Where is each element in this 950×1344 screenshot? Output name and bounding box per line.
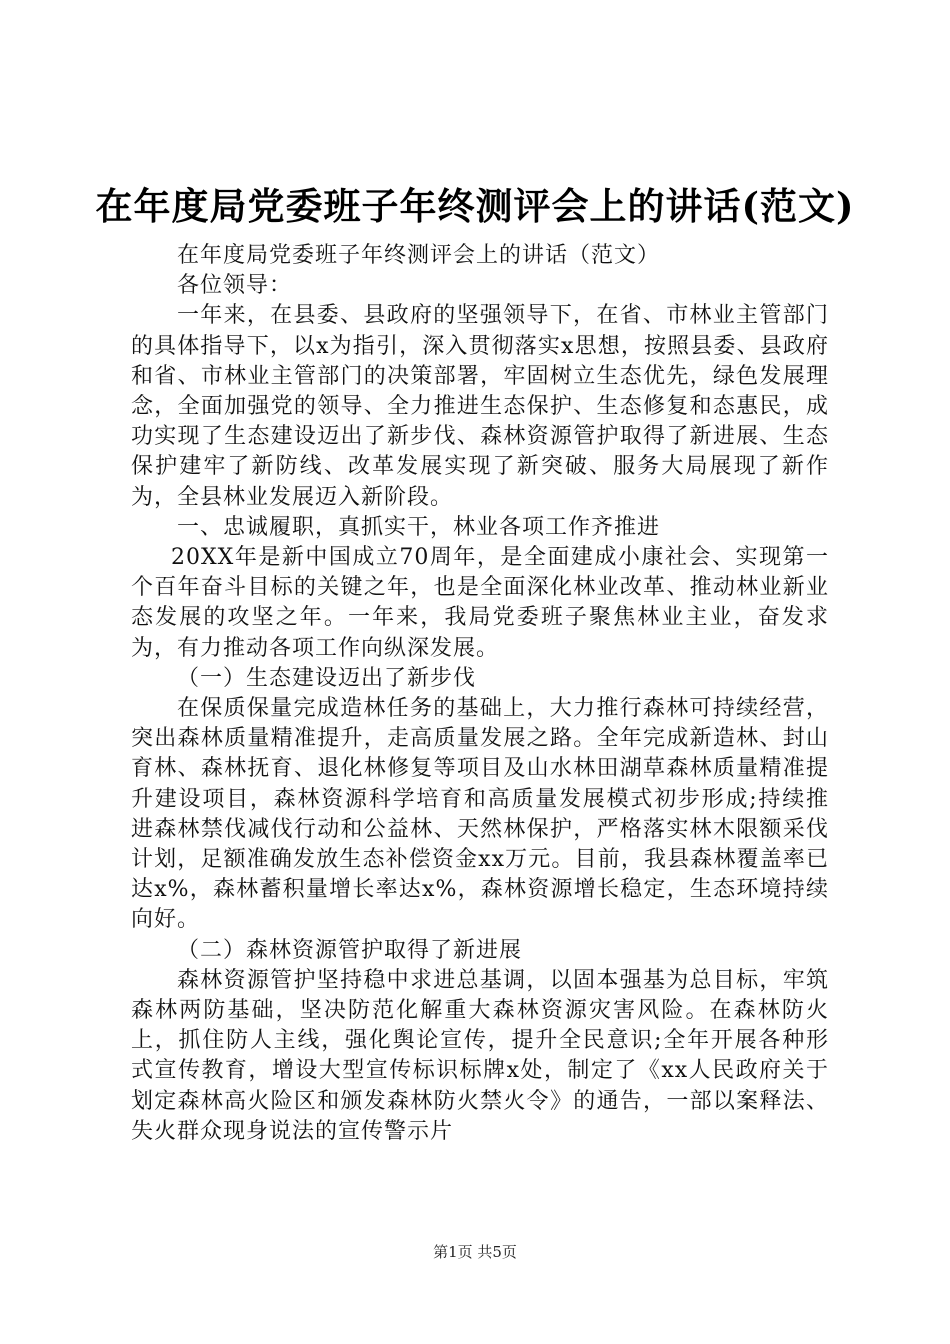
document-title: 在年度局党委班子年终测评会上的讲话(范文) [95,184,855,228]
body-paragraph: 在保质保量完成造林任务的基础上，大力推行森林可持续经营，突出森林质量精准提升，走高质量发展之路。全年完成新造林、封山育林、森林抚育、退化林修复等项目及山水林田湖草森林质量精准提升建设项目，森林资源科学培育和高质量发展模式初步形成;持续推进森林禁伐减伐行动和公益林、天然林保护，严格落实林木限额采伐计划，足额准确发放生态补偿资金xx万元。目前，我县森林覆盖率已达x%，森林蓄积量增长率达x%，森林资源增长稳定，生态环境持续向好。 [131,696,829,933]
page-number-footer: 第1页 共5页 [433,1243,517,1261]
section-heading: 一、忠诚履职，真抓实干，林业各项工作齐推进 [177,514,661,540]
salutation-paragraph: 各位领导： [177,273,293,299]
subsection-heading: （二）森林资源管护取得了新进展 [177,937,523,963]
intro-paragraph: 一年来，在县委、县政府的坚强领导下，在省、市林业主管部门的具体指导下，以x为指引，深入贯彻落实x思想，按照县委、县政府和省、市林业主管部门的决策部署，牢固树立生态优先，绿色发展理念，全面加强党的领导、全力推进生态保护、生态修复和态惠民，成功实现了生态建设迈出了新步伐、森林资源管护取得了新进展、生态保护建牢了新防线、改革发展实现了新突破、服务大局展现了新作为，全县林业发展迈入新阶段。 [131,303,829,510]
document-body [131,241,829,1147]
subtitle-paragraph: 在年度局党委班子年终测评会上的讲话（范文） [177,243,661,268]
body-paragraph: 森林资源管护坚持稳中求进总基调，以固本强基为总目标，牢筑森林两防基础，坚决防范化解重大森林资源灾害风险。在森林防火上，抓住防人主线，强化舆论宣传，提升全民意识;全年开展各种形式宣传教育，增设大型宣传标识标牌x处，制定了《xx人民政府关于划定森林高火险区和颁发森林防火禁火令》的通告，一部以案释法、失火群众现身说法的宣传警示片 [131,967,829,1144]
body-paragraph: 20XX年是新中国成立70周年，是全面建成小康社会、实现第一个百年奋斗目标的关键之年，也是全面深化林业改革、推动林业新业态发展的攻坚之年。一年来，我局党委班子聚焦林业主业，奋发求为，有力推动各项工作向纵深发展。 [131,545,829,661]
subsection-heading: （一）生态建设迈出了新步伐 [177,665,477,691]
